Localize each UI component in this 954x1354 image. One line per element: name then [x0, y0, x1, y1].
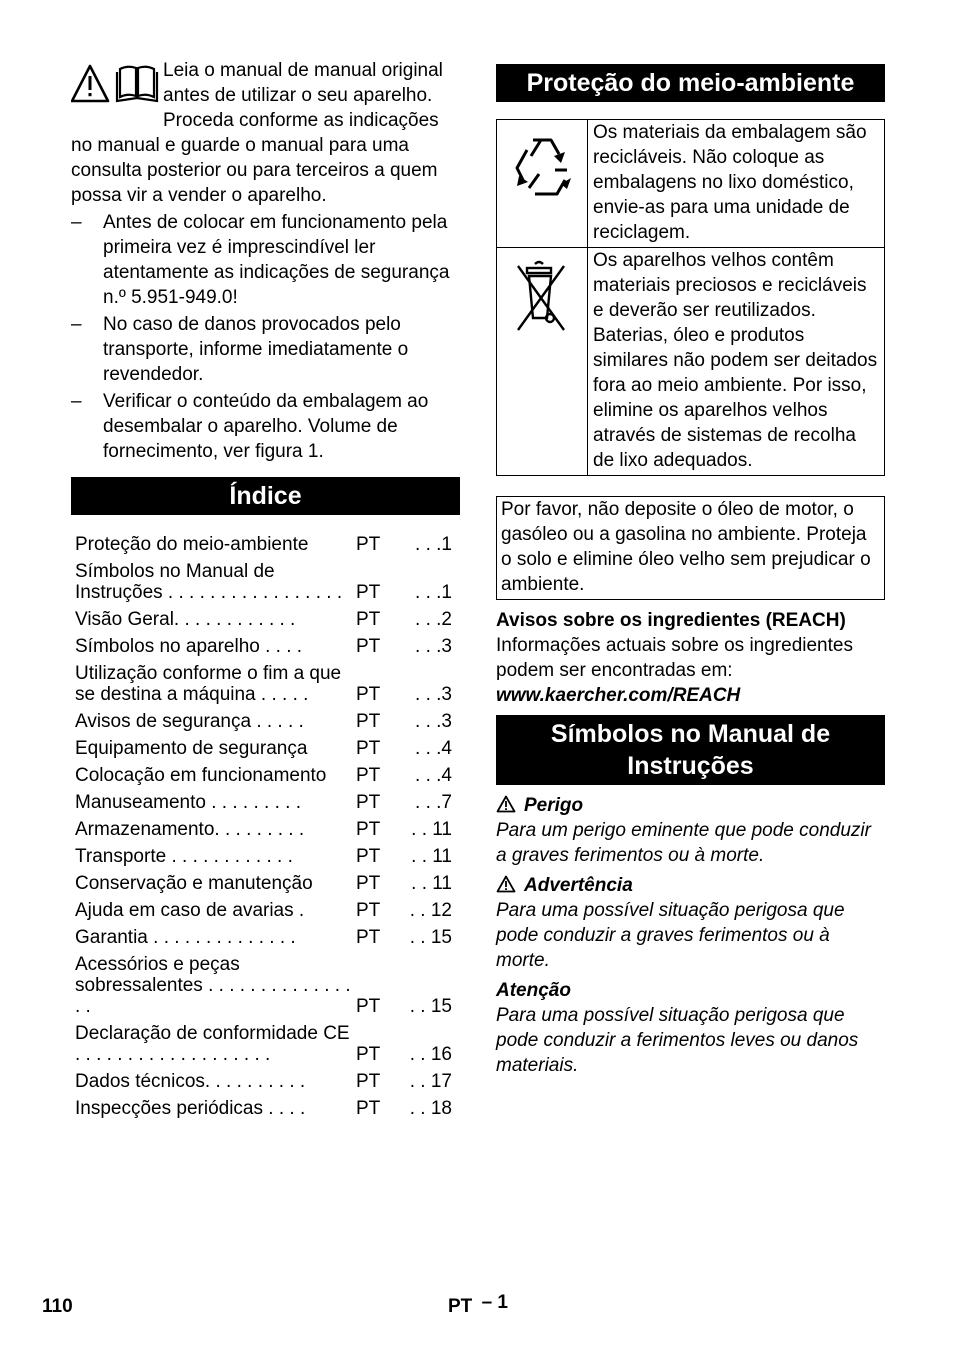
wheelie-bin-icon-cell [497, 248, 588, 476]
caution-text: Para uma possível situação perigosa que pode conduzir a ferimentos leves ou danos materiais. [496, 1005, 859, 1076]
index-entry-title: Ajuda em caso de avarias . [75, 900, 305, 921]
manual-book-icon [117, 67, 157, 101]
footer-dash-number: – 1 [481, 1292, 508, 1313]
table-row [71, 1021, 460, 1069]
index-entry-title: Proteção do meio-ambiente [75, 534, 309, 555]
index-entry-lang: PT [356, 582, 381, 603]
index-entry-page: . . .1 [415, 534, 452, 555]
table-row [71, 634, 460, 661]
index-entry-lang: PT [356, 792, 381, 813]
left-column [71, 58, 460, 1123]
index-entry-lang: PT [356, 1071, 381, 1092]
list-item: – No caso de danos provocados pelo transporte, informe imediatamente o revendedor. [71, 312, 460, 387]
index-entry-title: Conservação e manutenção [75, 873, 313, 894]
index-entry-title: Dados técnicos. . . . . . . . . . [75, 1071, 306, 1092]
index-entry-page: . . 15 [409, 927, 452, 948]
intro-bullet-list [71, 210, 460, 464]
index-entry-title: Equipamento de segurança [75, 738, 308, 759]
index-entry-title: Inspecções periódicas . . . . [75, 1098, 306, 1119]
index-entry-lang: PT [356, 819, 381, 840]
index-entry-lang: PT [356, 609, 381, 630]
index-entry-page: . . .7 [415, 792, 452, 813]
index-entry-page: . . .3 [415, 711, 452, 732]
index-table [71, 532, 460, 1123]
oil-notice-text: Por favor, não deposite o óleo de motor, o gasóleo ou a gasolina no ambiente. Proteja o solo e elimine óleo velho sem prejudicar o ambiente. [501, 499, 871, 595]
index-entry-lang: PT [356, 996, 381, 1017]
table-row [71, 952, 460, 1021]
index-entry-title: Colocação em funcionamento [75, 765, 327, 786]
index-entry-page: . . 17 [409, 1071, 452, 1092]
index-entry-title: Manuseamento . . . . . . . . . [75, 792, 301, 813]
index-entry-title: Acessórios e peças sobressalentes . . . . . . . . . . . . . . . . [75, 954, 351, 1017]
danger-text: Para um perigo eminente que pode conduzir a graves ferimentos ou à morte. [496, 820, 871, 866]
index-entry-page: . . 11 [411, 846, 452, 867]
recycle-text: Os materiais da embalagem são recicláveis. Não coloque as embalagens no lixo doméstico, envie-as para uma unidade de reciclagem. [588, 120, 885, 248]
index-entry-lang: PT [356, 927, 381, 948]
index-entry-lang: PT [356, 636, 381, 657]
index-entry-page: . . .4 [415, 765, 452, 786]
index-entry-title: Símbolos no aparelho . . . . [75, 636, 303, 657]
table-row [71, 1069, 460, 1096]
intro-section [71, 58, 460, 464]
crossed-out-wheelie-bin-icon [512, 258, 572, 340]
index-title: Índice [71, 477, 460, 515]
index-entry-title: Símbolos no Manual de Instruções . . . . . . . . . . . . . . . . . [75, 561, 343, 603]
disposal-text: Os aparelhos velhos contêm materiais preciosos e recicláveis e deverão ser reutilizados. Baterias, óleo e produtos similares não podem ser deitados fora ao meio ambiente. Por isso, elimine os aparelhos velhos através de sistemas de recolha de lixo adequados. [588, 248, 885, 476]
index-entry-lang: PT [356, 846, 381, 867]
table-row [71, 844, 460, 871]
footer-lang-page [448, 1292, 508, 1318]
index-entry-page: . . 11 [411, 819, 452, 840]
table-row [71, 763, 460, 790]
index-entry-page: . . 16 [409, 1044, 452, 1065]
table-row [497, 120, 885, 248]
index-entry-lang: PT [356, 1098, 381, 1119]
table-row [71, 871, 460, 898]
reach-heading: Avisos sobre os ingredientes (REACH) [496, 610, 846, 631]
index-entry-title: Garantia . . . . . . . . . . . . . . [75, 927, 296, 948]
list-item: – Antes de colocar em funcionamento pela primeira vez é imprescindível ler atentamente as indicações de segurança n.º 5.951-949.0! [71, 210, 460, 310]
index-entry-title: Avisos de segurança . . . . . [75, 711, 304, 732]
warning-label-row [496, 873, 885, 898]
index-entry-page: . . .1 [415, 582, 452, 603]
warning-label: Advertência [524, 875, 633, 896]
index-entry-page: . . 18 [409, 1098, 452, 1119]
index-entry-title: Utilização conforme o fim a que se destina a máquina . . . . . [75, 663, 342, 705]
caution-label: Atenção [496, 980, 571, 1001]
index-entry-page: . . .3 [415, 636, 452, 657]
recycle-icon-cell [497, 120, 588, 248]
index-table-body [71, 532, 460, 1123]
oil-notice-box [496, 496, 885, 600]
index-entry-title: Declaração de conformidade CE . . . . . . . . . . . . . . . . . . . [75, 1023, 350, 1065]
right-column [496, 58, 885, 1078]
table-row [71, 607, 460, 634]
reach-url[interactable]: www.kaercher.com/REACH [496, 685, 741, 706]
index-entry-page: . . 11 [411, 873, 452, 894]
footer-lang: PT [448, 1296, 473, 1317]
index-entry-lang: PT [356, 684, 381, 705]
danger-warning-icon [496, 795, 516, 813]
index-entry-page: . . .2 [415, 609, 452, 630]
table-row [71, 559, 460, 607]
footer-page-number: 110 [42, 1296, 73, 1317]
intro-text: Leia o manual de manual original antes de utilizar o seu aparelho. Proceda conforme as indicações no manual e guarde o manual para uma consulta posterior ou para terceiros a quem possa vir a vender o aparelho. [71, 60, 443, 206]
table-row [71, 709, 460, 736]
warning-triangle-icon [72, 66, 108, 101]
table-row [71, 1096, 460, 1123]
symbols-title: Símbolos no Manual de Instruções [496, 715, 885, 785]
table-row [497, 248, 885, 476]
index-entry-page: . . .4 [415, 738, 452, 759]
intro-icons [71, 64, 163, 110]
danger-label: Perigo [524, 795, 584, 816]
index-entry-title: Armazenamento. . . . . . . . . [75, 819, 305, 840]
index-entry-lang: PT [356, 765, 381, 786]
index-entry-title: Visão Geral. . . . . . . . . . . . [75, 609, 296, 630]
environment-title: Proteção do meio-ambiente [496, 64, 885, 102]
table-row [71, 532, 460, 559]
warning-icon [496, 875, 516, 893]
table-row [71, 925, 460, 952]
index-entry-page: . . .3 [415, 684, 452, 705]
table-row [71, 898, 460, 925]
reach-text: Informações actuais sobre os ingredientes podem ser encontradas em: [496, 635, 853, 681]
index-entry-lang: PT [356, 711, 381, 732]
index-entry-lang: PT [356, 873, 381, 894]
index-entry-page: . . 15 [409, 996, 452, 1017]
danger-label-row [496, 793, 885, 818]
warning-and-manual-icons [71, 64, 163, 104]
index-entry-lang: PT [356, 738, 381, 759]
index-entry-lang: PT [356, 534, 381, 555]
index-entry-lang: PT [356, 900, 381, 921]
recycle-icon [505, 130, 579, 204]
table-row [71, 736, 460, 763]
warning-text: Para uma possível situação perigosa que pode conduzir a graves ferimentos ou à morte. [496, 900, 845, 971]
table-row [71, 817, 460, 844]
index-entry-title: Transporte . . . . . . . . . . . . [75, 846, 293, 867]
index-entry-lang: PT [356, 1044, 381, 1065]
list-item: – Verificar o conteúdo da embalagem ao desembalar o aparelho. Volume de fornecimento, ver figura 1. [71, 389, 460, 464]
table-row [71, 661, 460, 709]
index-entry-page: . . 12 [409, 900, 452, 921]
environment-table [496, 119, 885, 476]
table-row [71, 790, 460, 817]
